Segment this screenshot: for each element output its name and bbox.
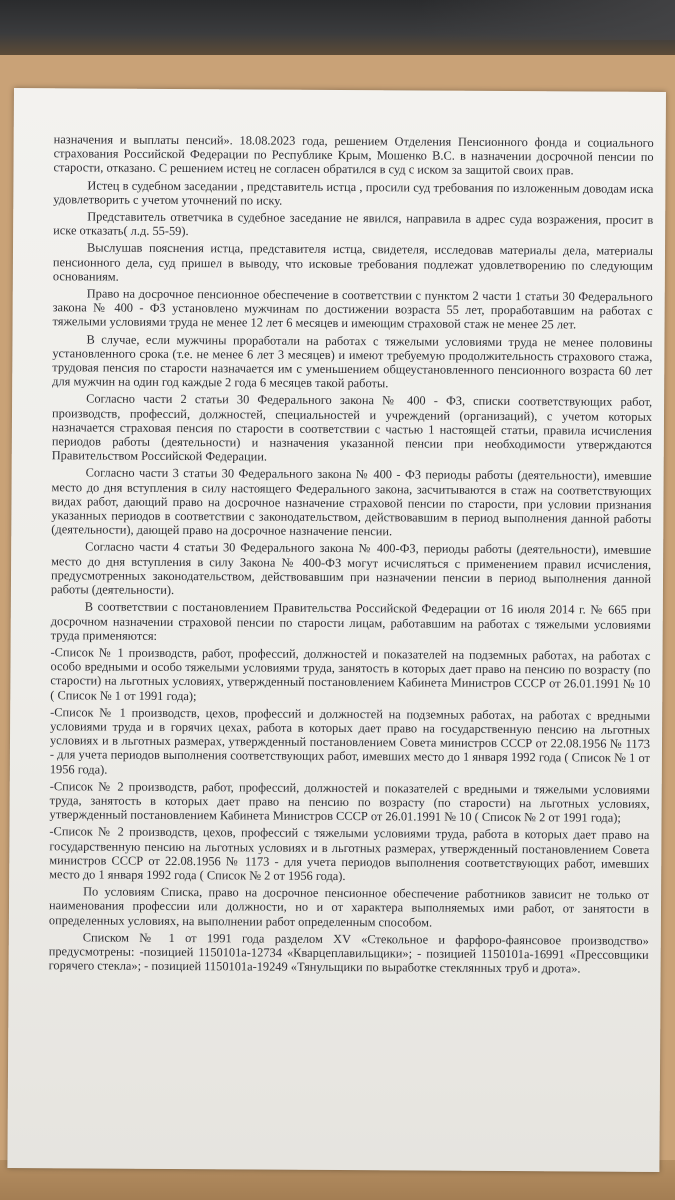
document-body — [49, 132, 654, 979]
paragraph-4: Выслушав пояснения истца, представителя истца, свидетеля, исследовав материалы дела, материалы пенсионного дела, суд пришел в выводу, что исковые требования подлежат удовлетворению по следующим основаниям. — [52, 240, 654, 284]
list-item-2: -Список № 1 производств, цехов, профессий и должностей на подземных работах, на работах с вредными условиями труда и в горячих цехах, работа в которых дает право на государственную пенсию на льготных условиях и в льготных размерах, утвержденный постановлением Совета министров СССР от 22.08.1956 № 1173 - для учета периодов выполнения соответствующих работ, имевших место до 1 января 1992 года ( Список № 1 от 1956 года). — [49, 704, 651, 777]
list-item-4: -Список № 2 производств, цехов, профессий с тяжелыми условиями труда, работа в которых дает право на государственную пенсию на льготных условиях и в льготных размерах, утвержденный постановлением Совета министров СССР от 22.08.1956 № 1173 - для учета периодов выполнения соответствующих работ, имевших место до 1 января 1992 года ( Список № 2 от 1956 года). — [49, 824, 650, 883]
paragraph-7: Согласно части 2 статьи 30 Федерального закона № 400 - ФЗ, списки соответствующих работ, производств, профессий, должностей, специальностей и учреждений (организаций), с учетом которых назначается страховая пенсия по старости в соответствии с частью 1 настоящей статьи, правила исчисления периодов работы (деятельности) и назначения указанной пенсии при необходимости утверждаются Правительством Российской Федерации. — [51, 391, 653, 464]
list-item-3: -Список № 2 производств, работ, профессий, должностей и показателей с вредными и тяжелыми условиями труда, занятость в которых дает право на пенсию по возрасту (по старости) на льготных условиях, утвержденный постановлением Кабинета Министров СССР от 26.01.1991 № 10 ( Список № 2 от 1991 года); — [49, 778, 650, 825]
desk-glare — [415, 0, 675, 40]
paragraph-6: В случае, если мужчины проработали на работах с тяжелыми условиями труда не менее половины установленного срока (т.е. не менее 6 лет 3 месяцев) и имеют требуемую продолжительность страхового стажа, трудовая пенсия по старости назначается им с уменьшением общеустановленного пенсионного возраста 60 лет для мужчин на один год каждые 2 года 6 месяцев такой работы. — [52, 332, 653, 391]
paragraph-16: Списком № 1 от 1991 года разделом XV «Стекольное и фарфоро-фаянсовое производство» предусмотрены: -позицией 1150101а-12734 «Кварцеплавильщики»; - позицией 1150101а-16991 «Прессовщики горячего стекла»; - позицией 1150101а-19249 «Тянульщики по выработке стеклянных труб и дрота». — [48, 930, 649, 976]
desk-background-top — [0, 0, 675, 55]
paragraph-3: Представитель ответчика в судебное заседание не явился, направила в адрес суда возражения, просит в иске отказать( л.д. 55-59). — [53, 209, 654, 239]
paragraph-9: Согласно части 4 статьи 30 Федерального закона № 400-ФЗ, периоды работы (деятельности), имевшие место до дня вступления в силу Закона № 400-ФЗ могут исчисляться с применением правил исчисления, предусмотренных законодательством, действовавшим при назначении пенсии в период выполнения данной работы (деятельности). — [50, 539, 652, 598]
paragraph-1: назначения и выплаты пенсий». 18.08.2023 года, решением Отделения Пенсионного фонда и социального страхования Российской Федерации по Республике Крым, Мошенко В.С. в назначении досрочной пенсии по старости, отказано. С решением истец не согласен обратился в суд с иском за защитой своих прав. — [53, 132, 654, 178]
paragraph-10: В соответствии с постановлением Правительства Российской Федерации от 16 июля 2014 г. № 665 при досрочном назначении страховой пенсии по старости лицам, работавшим на работах с тяжелыми условиями труда применяются: — [50, 599, 651, 643]
list-item-1: -Список № 1 производств, работ, профессий, должностей и показателей на подземных работах, на работах с особо вредными и особо тяжелыми условиями труда, занятость в которых дает право на пенсию по возрасту (по старости) на льготных условиях, утвержденный постановлением Кабинета Министров СССР от 26.01.1991 № 10 ( Список № 1 от 1991 года); — [50, 645, 651, 703]
paragraph-15: По условиям Списка, право на досрочное пенсионное обеспечение работников зависит не только от наименования профессии или должности, но и от характера выполняемых ими работ, от занятости в определенных условиях, на выполнении работ определенным способом. — [48, 884, 650, 930]
paragraph-8: Согласно части 3 статьи 30 Федерального закона № 400 - ФЗ периоды работы (деятельности), имевшие место до дня вступления в силу настоящего Федерального закона, засчитываются в стаж на соответствующих видах работ, дающий право на досрочное назначение страховой пенсии по старости, при условии признания указанных периодов в соответствии с законодательством, действовавшим в период выполнения данной работы (деятельности), дающей право на досрочное назначение пенсии. — [51, 465, 652, 539]
paragraph-5: Право на досрочное пенсионное обеспечение в соответствии с пунктом 2 части 1 статьи 30 Федерального закона № 400 - ФЗ установлено мужчинам по достижении возраста 55 лет, проработавшим на работах с тяжелыми условиями труда не менее 12 лет 6 месяцев и имеющим страховой стаж не менее 25 лет. — [52, 286, 653, 332]
paragraph-2: Истец в судебном заседании , представитель истца , просили суд требования по изложенным доводам иска удовлетворить с учетом уточнений по иску. — [53, 178, 654, 208]
document-page — [7, 88, 666, 1172]
